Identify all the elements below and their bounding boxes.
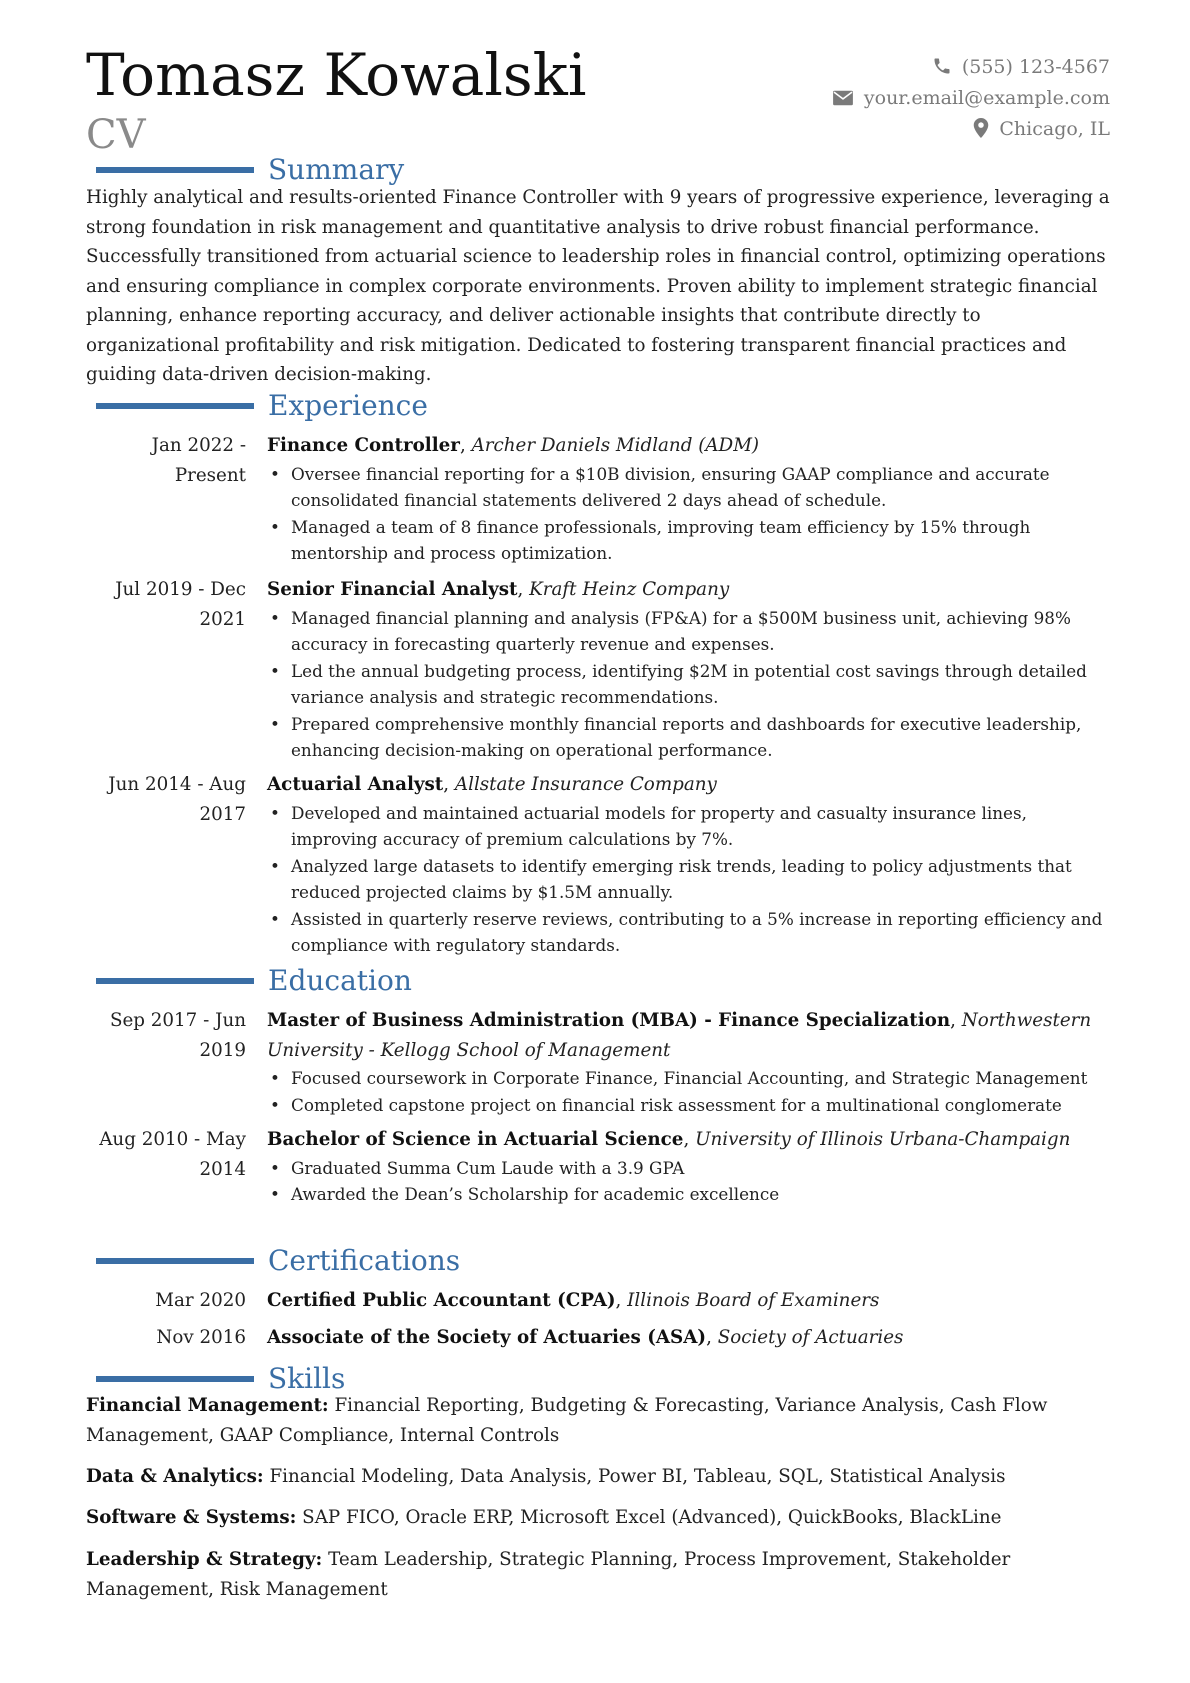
employer: Allstate Insurance Company [454, 774, 717, 795]
list-item: • Graduated Summa Cum Laude with a 3.9 GPA [267, 1155, 1117, 1182]
entry-heading: Bachelor of Science in Actuarial Science, University of Illinois Urbana-Champaign [267, 1129, 1071, 1150]
section-title-skills: Skills [268, 1362, 346, 1395]
list-item: • Managed a team of 8 finance professionals, improving team efficiency by 15% through mentorship and process optimization. [267, 514, 1117, 567]
section-accent-bar [96, 167, 254, 173]
list-item: • Developed and maintained actuarial models for property and casualty insurance lines, improving accuracy of premium calculations by 7%. [267, 800, 1117, 853]
section-accent-bar [96, 978, 254, 984]
entry-date: Jan 2022 - Present [151, 435, 246, 486]
entry-heading: Finance Controller, Archer Daniels Midland (ADM) [267, 435, 760, 456]
entry-body [267, 575, 1117, 764]
certification-entry [86, 1286, 1116, 1316]
entry-body [267, 1323, 1117, 1353]
entry-body [267, 1286, 1117, 1316]
entry-heading: Master of Business Administration (MBA) - Finance Specialization, Northwestern University - Kellogg School of Management [267, 1010, 1092, 1061]
summary-paragraph: Highly analytical and results-oriented Finance Controller with 9 years of progressive experience, leveraging a strong foundation in risk management and quantitative analysis to drive robust financial performance. Successfully transitioned from actuarial science to leadership roles in financial control, optimizing operations and ensuring compliance in complex corporate environments. Proven ability to implement strategic financial planning, enhance reporting accuracy, and deliver actionable insights that contribute directly to organizational profitability and risk mitigation. Dedicated to fostering transparent financial practices and guiding data-driven decision-making. [86, 187, 1110, 385]
certification-entry [86, 1323, 1116, 1353]
job-title: Senior Financial Analyst [267, 579, 518, 600]
skill-category: Leadership & Strategy: [86, 1549, 323, 1570]
certification-title: Associate of the Society of Actuaries (ASA) [267, 1327, 707, 1348]
issuer: Illinois Board of Examiners [627, 1290, 880, 1311]
skill-category: Data & Analytics: [86, 1466, 264, 1487]
section-title-certifications: Certifications [268, 1244, 461, 1277]
entry-date: Aug 2010 - May 2014 [99, 1129, 246, 1180]
location-text: Chicago, IL [999, 118, 1110, 140]
envelope-icon [832, 87, 864, 109]
bullet-list [267, 605, 1117, 764]
skill-category: Financial Management: [86, 1395, 329, 1416]
entry-heading: Senior Financial Analyst, Kraft Heinz Company [267, 579, 730, 600]
entry-date: Jun 2014 - Aug 2017 [108, 774, 246, 825]
section-experience [96, 388, 428, 424]
institution: University of Illinois Urbana-Champaign [695, 1129, 1071, 1150]
skill-items: Financial Modeling, Data Analysis, Power BI, Tableau, SQL, Statistical Analysis [269, 1466, 1006, 1487]
skill-group [86, 1503, 1126, 1533]
section-accent-bar [96, 1258, 254, 1264]
phone-icon [932, 56, 962, 78]
section-title-experience: Experience [268, 389, 428, 422]
section-education [96, 963, 412, 999]
issuer: Society of Actuaries [717, 1327, 904, 1348]
bullet-list [267, 800, 1117, 959]
degree-title: Bachelor of Science in Actuarial Science [267, 1129, 684, 1150]
list-item: • Completed capstone project on financial risk assessment for a multinational conglomerate [267, 1092, 1117, 1119]
entry-body [267, 1125, 1117, 1208]
entry-date: Sep 2017 - Jun 2019 [109, 1010, 246, 1061]
entry-body [267, 770, 1117, 959]
institution: Northwestern University - Kellogg School of Management [267, 1010, 1092, 1061]
list-item: • Awarded the Dean’s Scholarship for academic excellence [267, 1181, 1117, 1208]
skill-group [86, 1462, 1126, 1492]
entry-date: Jul 2019 - Dec 2021 [115, 579, 246, 630]
contact-location [832, 114, 1110, 145]
bullet-list [267, 1065, 1117, 1118]
employer: Kraft Heinz Company [529, 579, 730, 600]
section-title-education: Education [268, 964, 412, 997]
skill-group [86, 1545, 1126, 1604]
entry-date: Nov 2016 [156, 1327, 246, 1348]
list-item: • Led the annual budgeting process, identifying $2M in potential cost savings through detailed variance analysis and strategic recommendations. [267, 658, 1117, 711]
skill-items: Financial Reporting, Budgeting & Forecasting, Variance Analysis, Cash Flow Management, GAAP Compliance, Internal Controls [86, 1395, 1048, 1446]
list-item: • Oversee financial reporting for a $10B division, ensuring GAAP compliance and accurate consolidated financial statements delivered 2 days ahead of schedule. [267, 461, 1117, 514]
document-subtitle: CV [86, 112, 146, 158]
entry-heading: Certified Public Accountant (CPA), Illinois Board of Examiners [267, 1290, 880, 1311]
list-item: • Focused coursework in Corporate Finance, Financial Accounting, and Strategic Management [267, 1065, 1117, 1092]
list-item: • Assisted in quarterly reserve reviews, contributing to a 5% increase in reporting efficiency and compliance with regulatory standards. [267, 906, 1117, 959]
candidate-name: Tomasz Kowalski [86, 41, 587, 109]
section-title-summary: Summary [268, 153, 405, 186]
entry-body [267, 1006, 1117, 1118]
entry-date: Mar 2020 [155, 1290, 246, 1311]
section-accent-bar [96, 403, 254, 409]
list-item: • Analyzed large datasets to identify emerging risk trends, leading to policy adjustments that reduced projected claims by $1.5M annually. [267, 853, 1117, 906]
contact-phone [832, 52, 1110, 83]
entry-body [267, 431, 1117, 567]
section-certifications [96, 1243, 460, 1279]
list-item: • Prepared comprehensive monthly financial reports and dashboards for executive leadership, enhancing decision-making on operational performance. [267, 711, 1117, 764]
section-accent-bar [96, 1376, 254, 1382]
skill-items: SAP FICO, Oracle ERP, Microsoft Excel (Advanced), QuickBooks, BlackLine [302, 1507, 1002, 1528]
job-title: Finance Controller [267, 435, 460, 456]
contact-email [832, 83, 1110, 114]
list-item: • Managed financial planning and analysis (FP&A) for a $500M business unit, achieving 98% accuracy in forecasting quarterly revenue and expenses. [267, 605, 1117, 658]
skill-items: Team Leadership, Strategic Planning, Process Improvement, Stakeholder Management, Risk Management [86, 1549, 1011, 1600]
degree-title: Master of Business Administration (MBA) - Finance Specialization [267, 1010, 951, 1031]
skill-category: Software & Systems: [86, 1507, 297, 1528]
entry-heading: Actuarial Analyst, Allstate Insurance Company [267, 774, 717, 795]
employer: Archer Daniels Midland (ADM) [471, 435, 760, 456]
skill-group [86, 1391, 1126, 1450]
entry-heading: Associate of the Society of Actuaries (ASA), Society of Actuaries [267, 1327, 904, 1348]
certification-title: Certified Public Accountant (CPA) [267, 1290, 616, 1311]
bullet-list [267, 461, 1117, 567]
bullet-list [267, 1155, 1117, 1208]
contact-block [832, 52, 1110, 145]
map-pin-icon [973, 118, 999, 140]
email-link[interactable]: your.email@example.com [863, 87, 1110, 109]
phone-text[interactable]: (555) 123-4567 [961, 56, 1110, 78]
job-title: Actuarial Analyst [267, 774, 444, 795]
